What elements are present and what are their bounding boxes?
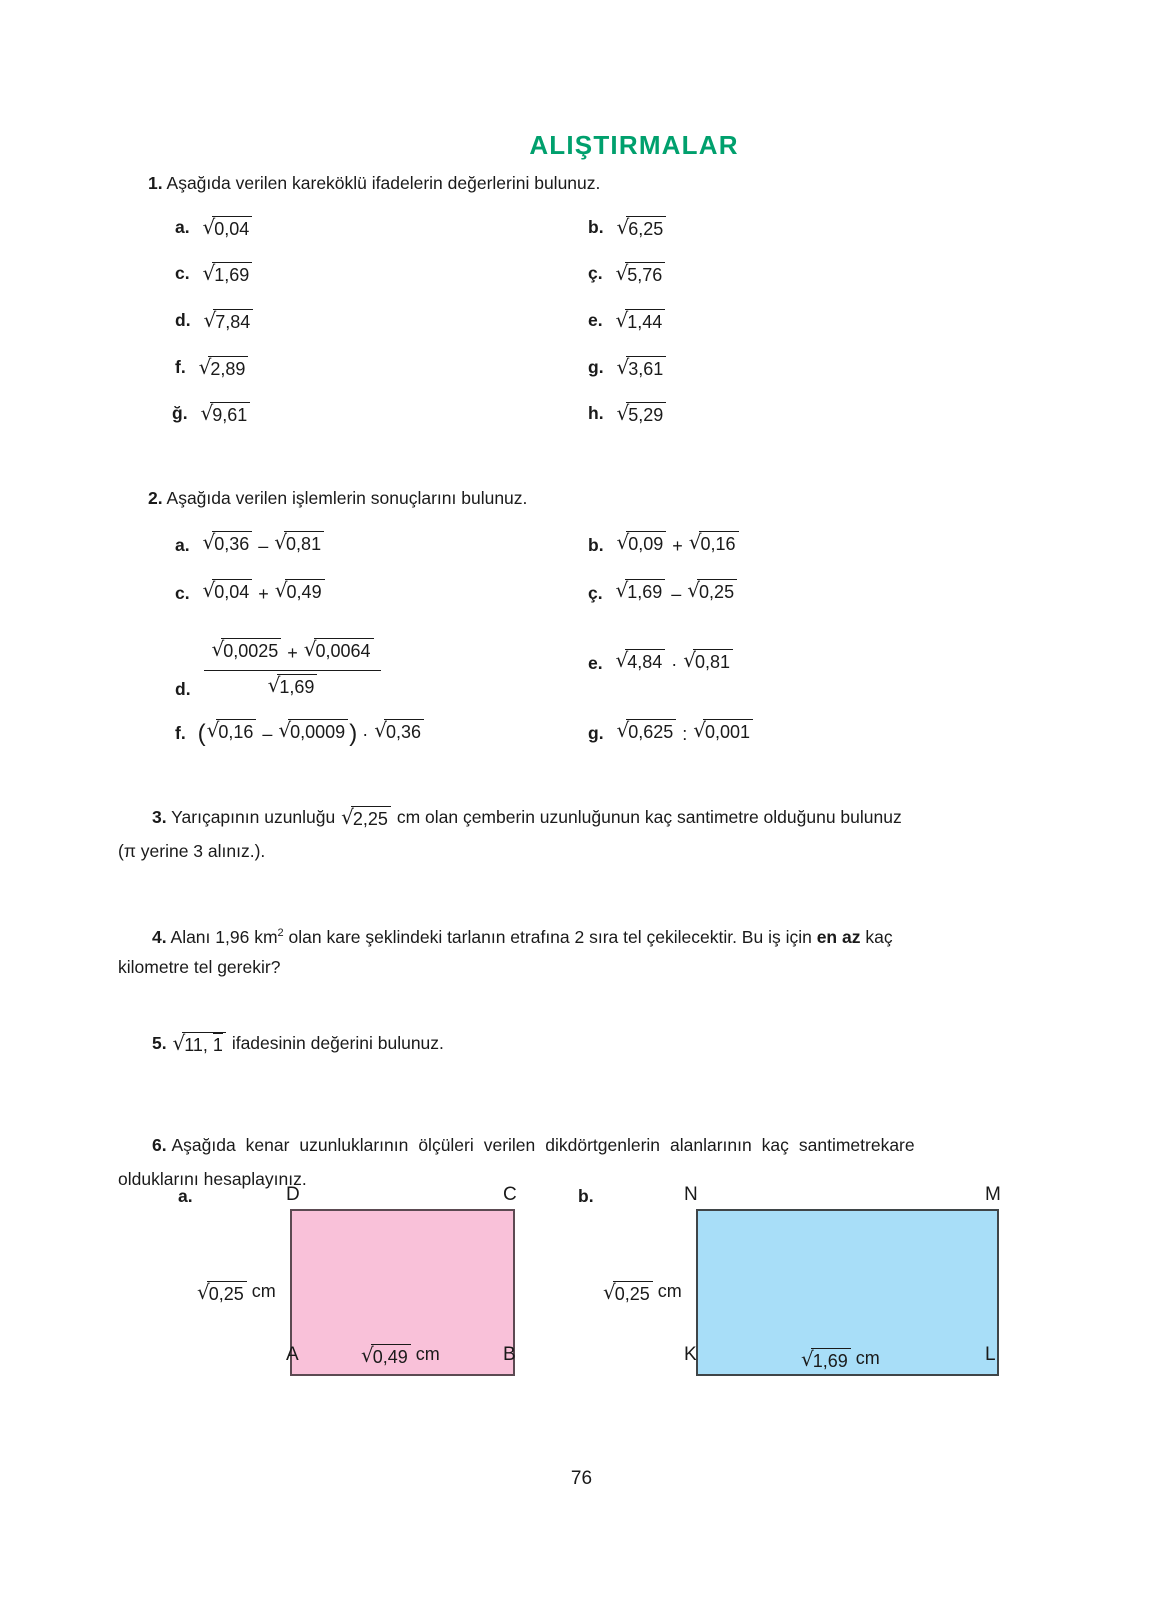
radicand: 4,84 [625, 649, 665, 673]
radicand: 5,29 [626, 402, 666, 426]
figure-a-vertex-C: C [503, 1184, 517, 1205]
math-expression: √ 9,61 [199, 402, 251, 426]
item-label: g. [588, 723, 604, 743]
close-paren: ) [349, 720, 358, 748]
operator: + [258, 584, 269, 605]
radicand: 0,625 [626, 719, 676, 743]
radicand: 0,0064 [314, 638, 374, 662]
exercise-5-number: 5. [152, 1033, 167, 1053]
unit: cm [657, 1281, 682, 1301]
math-expression: √ 1,69 [201, 262, 253, 286]
radicand: 2,89 [208, 356, 248, 380]
radicand: 0,36 [212, 531, 252, 555]
item-label: f. [175, 723, 186, 743]
radicand: 7,84 [213, 309, 253, 333]
item-label: d. [175, 310, 191, 330]
radicand: 1,69 [277, 674, 317, 698]
item-label: ç. [588, 263, 603, 283]
fraction-numerator: √ 0,0025 + √ 0,0064 [204, 638, 380, 670]
item-label: c. [175, 583, 190, 603]
exercise-6-prompt-line1: Aşağıda kenar uzunluklarının ölçüleri verilen dikdörtgenlerin alanlarının kaç santimetrekare [171, 1135, 915, 1155]
figure-a-label: a. [178, 1186, 193, 1206]
radicand: 0,16 [216, 719, 256, 743]
page-title: ALIŞTIRMALAR [529, 130, 739, 160]
item-label: a. [175, 535, 190, 555]
figure-a-vertex-B: B [503, 1344, 516, 1365]
radicand: 9,61 [210, 402, 250, 426]
exercise-2-number: 2. [148, 488, 163, 508]
exercise-4-emphasis: en az [816, 926, 861, 947]
item-label: ğ. [172, 403, 188, 423]
operator: – [258, 536, 269, 557]
exercise-1-number: 1. [148, 173, 163, 193]
exercise-4-number: 4. [152, 926, 167, 947]
math-expression: √ 4,84 · √ 0,81 [614, 649, 734, 679]
exercise-2-prompt-text: Aşağıda verilen işlemlerin sonuçlarını bulunuz. [166, 488, 528, 508]
exercise-6-prompt-line2: olduklarını hesaplayınız. [118, 1169, 307, 1189]
figure-b-vertex-K: K [684, 1344, 697, 1365]
radicand: 5,76 [625, 262, 665, 286]
radicand: 0,16 [699, 531, 739, 555]
math-expression: √ 11, 1 [171, 1032, 226, 1056]
radicand-integer-part: 11, [184, 1035, 213, 1056]
item-label: e. [588, 653, 603, 673]
radicand: 1,69 [212, 262, 252, 286]
math-expression: √ 7,84 [202, 309, 254, 333]
item-label: d. [175, 678, 191, 699]
exercise-3-text-after: cm olan çemberin uzunluğunun kaç santimetre olduğunu bulunuz [396, 807, 902, 827]
math-expression: √ 0,04 + √ 0,49 [201, 579, 325, 609]
item-label: ç. [588, 583, 603, 603]
exercise-4-text-mid: olan kare şeklindeki tarlanın etrafına 2 sıra tel çekilecektir. Bu iş için [288, 926, 812, 947]
figure-b-base-label: √ 1,69 cm [801, 1347, 880, 1371]
item-label: b. [588, 535, 604, 555]
operator: + [672, 536, 683, 557]
figure-a-vertex-A: A [286, 1344, 299, 1365]
page-number: 76 [570, 1468, 593, 1489]
exercise-1-prompt-text: Aşağıda verilen kareköklü ifadelerin değerlerini bulunuz. [166, 173, 601, 193]
radicand: 0,49 [371, 1344, 411, 1368]
item-label: f. [175, 357, 186, 377]
math-expression: ( √ 0,16 – √ 0,0009 ) · √ 0,36 [198, 719, 425, 749]
radicand: 0,81 [284, 531, 324, 555]
math-expression: √ 2,25 [340, 806, 392, 830]
radicand: 0,25 [697, 579, 737, 603]
open-paren: ( [197, 720, 206, 748]
item-label: a. [175, 217, 190, 237]
math-expression: √ 1,69 – √ 0,25 [614, 579, 738, 609]
radicand: 0,09 [626, 531, 666, 555]
operator: + [287, 643, 298, 663]
radicand: 0,36 [384, 719, 424, 743]
math-expression: √ 2,89 [198, 356, 250, 380]
radicand: 6,25 [626, 216, 666, 240]
radicand: 0,25 [207, 1281, 247, 1305]
radicand: 0,001 [703, 719, 753, 743]
math-expression: √ 3,61 [615, 356, 667, 380]
figure-b-vertex-M: M [985, 1184, 1001, 1205]
math-expression: √ 0,04 [201, 216, 253, 240]
radicand: 0,0025 [221, 638, 281, 662]
figure-b-vertex-L: L [985, 1344, 996, 1365]
math-expression: √ 5,29 [615, 402, 667, 426]
exercise-4-superscript: 2 [277, 927, 284, 939]
item-label: e. [588, 310, 603, 330]
exercise-3-text-before: Yarıçapının uzunluğu [171, 807, 336, 827]
radicand: 0,25 [613, 1281, 653, 1305]
radicand: 0,04 [212, 216, 252, 240]
fraction-denominator: √ 1,69 [261, 671, 325, 698]
repeating-decimal-digit: 1 [212, 1035, 223, 1056]
math-expression: √ 1,44 [614, 309, 666, 333]
item-label: b. [588, 217, 604, 237]
radicand: 0,04 [212, 579, 252, 603]
item-label: g. [588, 357, 604, 377]
radicand: 2,25 [351, 806, 391, 830]
figure-b-label: b. [578, 1186, 594, 1206]
math-expression: √ 6,25 [615, 216, 667, 240]
radicand: 1,69 [811, 1348, 851, 1372]
radicand: 0,49 [285, 579, 325, 603]
exercise-4-text-after: kaç [865, 926, 893, 947]
figure-a-base-label: √ 0,49 cm [361, 1343, 440, 1367]
radicand: 3,61 [626, 356, 666, 380]
radicand: 1,44 [625, 309, 665, 333]
operator: : [682, 724, 688, 745]
radicand: 0,0009 [288, 719, 348, 743]
figure-a-vertex-D: D [286, 1184, 300, 1205]
exercise-5-text-after: ifadesinin değerini bulunuz. [231, 1033, 444, 1053]
exercise-4-line2-text: kilometre tel gerekir? [118, 957, 281, 977]
radicand: 0,81 [693, 649, 733, 673]
math-expression: √ 5,76 [614, 262, 666, 286]
item-label: c. [175, 263, 190, 283]
figure-a-height-label: √ 0,25 cm [197, 1280, 276, 1304]
exercise-6-number: 6. [152, 1135, 167, 1155]
figure-b-height-label: √ 0,25 cm [603, 1280, 682, 1304]
exercise-3-number: 3. [152, 807, 167, 827]
operator: – [671, 584, 682, 605]
math-expression: √ 0,625 : √ 0,001 [615, 719, 754, 749]
operator: · [671, 654, 678, 675]
unit: cm [415, 1344, 440, 1364]
operator: – [262, 724, 273, 745]
operator: · [362, 724, 369, 745]
math-expression: √ 0,09 + √ 0,16 [615, 531, 739, 561]
unit: cm [251, 1281, 276, 1301]
item-label: h. [588, 403, 604, 423]
unit: cm [855, 1348, 880, 1368]
math-expression: √ 0,36 – √ 0,81 [201, 531, 325, 561]
figure-b-vertex-N: N [684, 1184, 698, 1205]
exercise-4-text-before: Alanı 1,96 km [170, 926, 278, 947]
radicand: 1,69 [625, 579, 665, 603]
exercise-3-line2-text: (π yerine 3 alınız.). [118, 841, 266, 861]
